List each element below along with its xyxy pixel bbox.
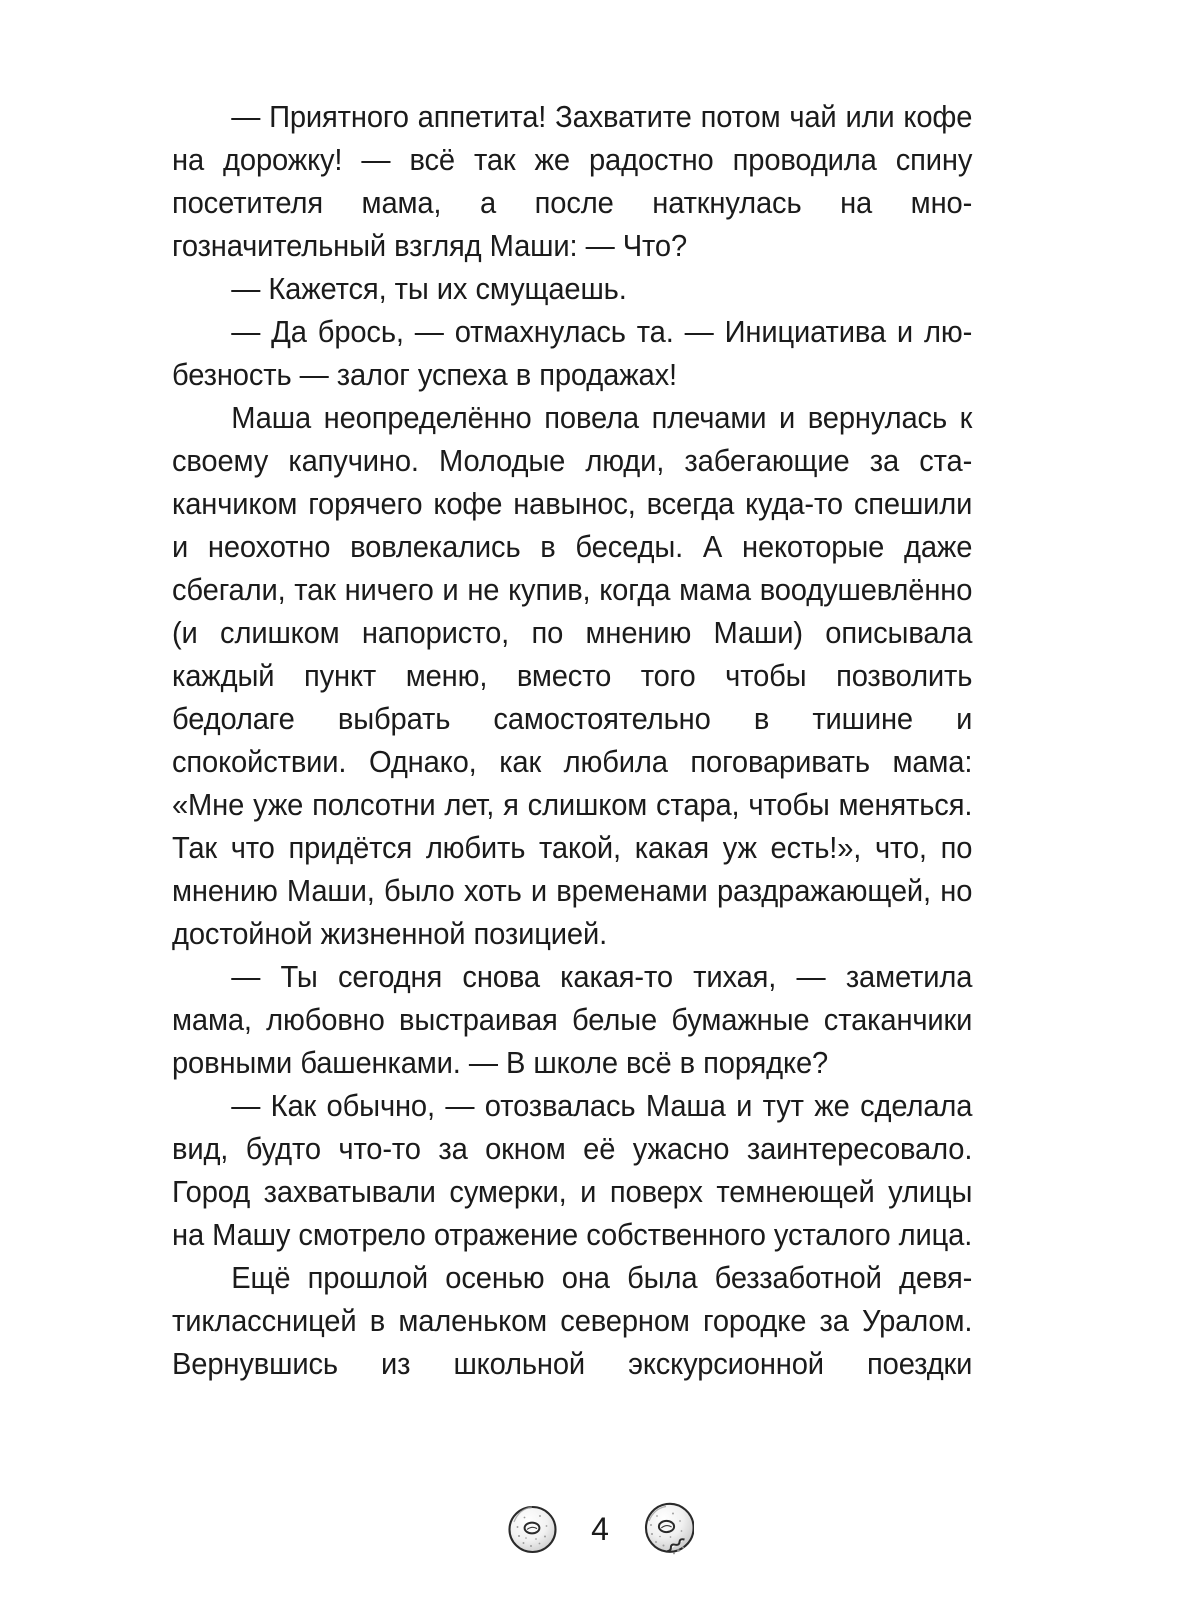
paragraph: Ещё прошлой осенью она была беззаботной девятиклассницей в маленьком северном городке за Уралом. Вернувшись из школьной экскурсионной поездки bbox=[172, 1261, 973, 1381]
page-text-block bbox=[172, 96, 1010, 1386]
paragraph: Маша неопределённо повела плечами и вернулась к своему капучино. Молодые люди, забегающие за стаканчиком горячего кофе навынос, всегда куда-то спешили и неохотно вовлекались в беседы. А некоторые даже сбегали, так ничего и не купив, когда мама воодушевлённо (и слишком напористо, по мнению Маши) описывала каждый пункт меню, вместо того чтобы позволить бедолаге выбрать самостоятельно в тишине и спокойствии. Однако, как любила поговаривать мама: «Мне уже полсотни лет, я слишком стара, чтобы меняться. Так что придётся любить такой, какая уж есть!», что, по мнению Маши, было хоть и временами раздражающей, но достойной жизненной позицией. bbox=[172, 401, 973, 951]
paragraph: — Да брось, — отмахнулась та. — Инициатива и любезность — залог успеха в продажах! bbox=[172, 315, 973, 392]
bitten-donut-icon bbox=[640, 1498, 694, 1556]
page-number: 4 bbox=[591, 1511, 609, 1547]
paragraph: — Как обычно, — отозвалась Маша и тут же сделала вид, будто что-то за окном её ужасно заинтересовало. Город захватывали сумерки, и поверх темнеющей улицы на Машу смотрело отражение собственного усталого лица. bbox=[172, 1089, 973, 1252]
paragraph: — Ты сегодня снова какая-то тихая, — заметила мама, любовно выстраивая белые бумажные стаканчики ровными башенками. — В школе всё в порядке? bbox=[172, 960, 973, 1080]
donut-icon bbox=[506, 1498, 560, 1556]
paragraph: — Приятного аппетита! Захватите потом чай или кофе на дорожку! — всё так же радостно проводила спину посетителя мама, а после наткнулась на многозначительный взгляд Маши: — Что? bbox=[172, 100, 973, 263]
paragraph: — Кажется, ты их смущаешь. bbox=[231, 272, 627, 306]
page-footer bbox=[0, 1482, 1200, 1572]
